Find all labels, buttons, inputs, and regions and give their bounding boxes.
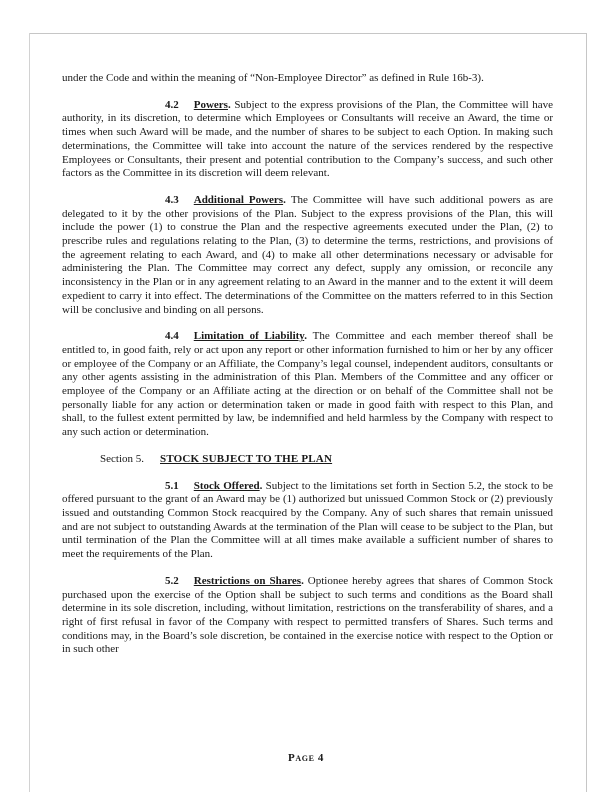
clause-body: Subject to the limitations set forth in Section 5.2, the stock to be offered pursuant to the grant of an Award may be (1) authorized but unissued Common Stock or (2) previously issued and outstanding Common Stock reacquired by the Company. Any of such shares that remain unissued and are not subject to outstanding Awards at the termination of the Plan will cease to be subject to the Plan, but until termination of the Plan the Committee will at all times make available a sufficient number of shares to meet the requirements of the Plan. <box>62 479 554 561</box>
clause-body: Optionee hereby agrees that shares of Common Stock purchased upon the exercise of the Option shall be subject to such terms and conditions as the Board shall determine in its sole discretion, including, without limitation, restrictions on the transferability of shares, and a right of first refusal in favor of the Company with respect to permitted transfers of Shares. Such terms and conditions may, in the Board’s sole discretion, be contained in the exercise notice with respect to the Option or in such other <box>62 574 553 656</box>
clause-number: 5.2 <box>165 574 179 587</box>
paragraph-4-4 <box>62 330 553 440</box>
page-footer <box>0 748 612 766</box>
page-body <box>62 72 553 670</box>
clause-number: 4.3 <box>165 193 179 206</box>
scan-edge-right <box>586 33 587 792</box>
section-5-heading <box>62 453 553 467</box>
heading-period: . <box>259 479 266 492</box>
paragraph-5-2 <box>62 575 553 657</box>
clause-heading: Powers <box>193 98 228 111</box>
paragraph-5-1 <box>62 480 553 562</box>
scan-edge-left <box>29 33 30 792</box>
scan-edge-top <box>29 33 586 34</box>
page-number: Page 4 <box>288 752 324 764</box>
clause-number: 4.2 <box>165 98 179 111</box>
heading-period: . <box>304 330 313 343</box>
clause-body: The Committee will have such additional powers as are delegated to it by the other provisions of the Plan. Subject to the express provisions of the Plan, this will include the power (1) to construe the Plan and the respective agreements executed under the Plan, (2) to prescribe rules and regulations relating to the Plan, (3) to determine the terms, restrictions, and provisions of the agreement relating to each Award, and (4) to make all other determinations necessary or advisable for administering the Plan. The Committee may correct any defect, supply any omission, or reconcile any inconsistency in the Plan or in any agreement relating to an Award in the manner and to the extent it will deem expedient to carry it into effect. The determinations of the Committee on the matters referred to in this Section will be conclusive and binding on all persons. <box>62 193 554 316</box>
section-title: STOCK SUBJECT TO THE PLAN <box>160 452 333 465</box>
clause-heading: Additional Powers <box>193 193 284 206</box>
clause-number: 4.4 <box>165 330 179 343</box>
clause-body: The Committee and each member thereof shall be entitled to, in good faith, rely or act upon any report or other information furnished to him or her by any officer or employee of the Company or an Affiliate, the Company’s legal counsel, independent auditors, consultants or any other agents assisting in the administration of this Plan. Members of the Committee and any officer or employee of the Company or an Affiliate acting at the direction or on behalf of the Committee shall not be personally liable for any action or determination taken or made in good faith with respect to this Plan, and shall, to the fullest extent permitted by law, be indemnified and held harmless by the Company with respect to any such action or determination. <box>62 330 554 439</box>
clause-body: Subject to the express provisions of the Plan, the Committee will have authority, in its discretion, to determine which Employees or Consultants will receive an Award, the time or times when such Award will be made, and the number of shares to be subject to each Option. In making such determinations, the Committee will take into account the nature of the services rendered by the respective Employees or Consultants, their present and potential contribution to the Company’s success, and such other factors as the Committee in its discretion will deem relevant. <box>62 98 554 180</box>
section-label: Section 5. <box>100 452 144 465</box>
continued-paragraph: under the Code and within the meaning of “Non-Employee Director” as defined in Rule 16b-3). <box>62 72 484 84</box>
clause-heading: Stock Offered <box>193 479 260 492</box>
heading-period: . <box>283 193 291 206</box>
heading-period: . <box>301 574 308 587</box>
heading-period: . <box>227 98 235 111</box>
paragraph-4-3 <box>62 194 553 317</box>
paragraph-4-2 <box>62 99 553 181</box>
clause-heading: Restrictions on Shares <box>193 574 302 587</box>
clause-heading: Limitation of Liability <box>193 330 305 343</box>
clause-number: 5.1 <box>165 479 179 492</box>
